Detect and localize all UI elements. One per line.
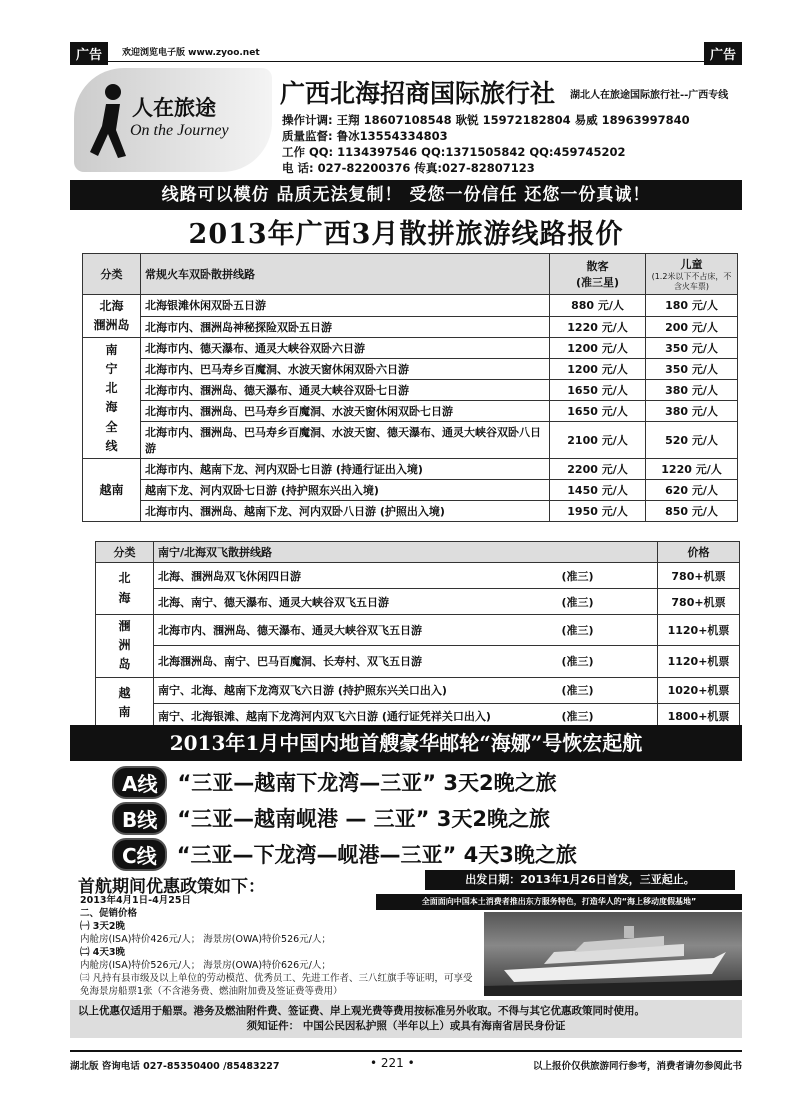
- footer-left: 湖北版 咨询电话 027-85350400 /85483227: [70, 1061, 280, 1072]
- child-price: 350 元/人: [646, 359, 738, 380]
- adult-price: 1220 元/人: [550, 316, 646, 338]
- slogan-banner: 线路可以模仿 品质无法复制！ 受您一份信任 还您一份真诚！: [70, 180, 742, 210]
- region-cell: 涠 洲 岛: [96, 615, 154, 678]
- line-badge: B线: [112, 802, 167, 835]
- col-child-label: 儿童: [680, 258, 703, 271]
- grade-cell: (准三): [558, 677, 658, 703]
- line-text: “三亚—下龙湾—岘港—三亚” 4天3晚之旅: [176, 843, 577, 867]
- promo-title: 首航期间优惠政策如下：: [78, 877, 265, 897]
- table-row: [96, 563, 740, 589]
- route-cell: 北海、涠洲岛双飞休闲四日游: [154, 563, 558, 589]
- air-table: [95, 541, 740, 730]
- company-subtitle: 湖北人在旅途国际旅行社--广西专线: [570, 90, 729, 101]
- ship-photo: [484, 912, 742, 996]
- cruise-banner: 2013年1月中国内地首艘豪华邮轮“海娜”号恢宏起航: [70, 725, 742, 761]
- ad-tag-left: 广告: [70, 42, 108, 65]
- cruise-line-a: [112, 764, 742, 800]
- route-cell: 北海涠洲岛、南宁、巴马百魔洞、长寿村、双飞五日游: [154, 646, 558, 677]
- detail-line: 内舱房(ISA)特价526元/人； 海景房(OWA)特价626元/人；: [80, 960, 331, 971]
- route-cell: 南宁、北海银滩、越南下龙湾河内双飞六日游 (通行证凭祥关口出入): [154, 703, 558, 729]
- contacts: [282, 112, 690, 176]
- detail-line: ㈡ 4天3晚: [80, 947, 126, 958]
- table-row: [83, 459, 738, 480]
- table-row: [83, 338, 738, 359]
- grade-cell: (准三): [558, 646, 658, 677]
- child-price: 1220 元/人: [646, 459, 738, 480]
- route-cell: 北海市内、涠洲岛、德天瀑布、通灵大峡谷双飞五日游: [154, 615, 558, 646]
- grade-cell: (准三): [558, 615, 658, 646]
- child-price: 380 元/人: [646, 401, 738, 422]
- contact-line: 工作 QQ: 1134397546 QQ:1371505842 QQ:459745202: [282, 145, 626, 159]
- table-row: [96, 677, 740, 703]
- route-cell: 北海市内、涠洲岛、巴马寿乡百魔洞、水波天窗休闲双卧七日游: [141, 401, 550, 422]
- adult-price: 2100 元/人: [550, 422, 646, 459]
- route-cell: 越南下龙、河内双卧七日游 (持护照东兴出入境): [141, 480, 550, 501]
- route-cell: 北海市内、巴马寿乡百魔洞、水波天窗休闲双卧六日游: [141, 359, 550, 380]
- footer: [70, 1050, 742, 1072]
- page-number: • 221 •: [370, 1056, 415, 1070]
- child-price: 350 元/人: [646, 338, 738, 359]
- col-category: 分类: [83, 254, 141, 295]
- table-row: [83, 422, 738, 459]
- region-cell: 南 宁 北 海 全 线: [83, 338, 141, 459]
- promo-details: [80, 894, 480, 998]
- route-cell: 北海、南宁、德天瀑布、通灵大峡谷双飞五日游: [154, 589, 558, 615]
- grade-cell: (准三): [558, 703, 658, 729]
- header: [70, 64, 742, 180]
- route-cell: 北海市内、涠洲岛、德天瀑布、通灵大峡谷双卧七日游: [141, 380, 550, 401]
- notice-box: [70, 1000, 742, 1038]
- line-text: “三亚—越南下龙湾—三亚” 3天2晚之旅: [177, 771, 557, 795]
- child-price: 850 元/人: [646, 501, 738, 522]
- company-name: 广西北海招商国际旅行社: [280, 79, 556, 108]
- logo: [74, 68, 272, 172]
- ad-tag-right: 广告: [704, 42, 742, 65]
- detail-line: 2013年4月1日-4月25日: [80, 895, 191, 906]
- table-row: [96, 589, 740, 615]
- region-cell: 越 南: [96, 677, 154, 729]
- page-title: 2013年广西3月散拼旅游线路报价: [188, 219, 624, 250]
- table-row: [83, 380, 738, 401]
- adult-price: 2200 元/人: [550, 459, 646, 480]
- child-price: 380 元/人: [646, 380, 738, 401]
- adult-price: 1200 元/人: [550, 359, 646, 380]
- adult-price: 1450 元/人: [550, 480, 646, 501]
- line-badge: C线: [112, 838, 167, 871]
- logo-cn: 人在旅途: [132, 96, 216, 120]
- col-route: 常规火车双卧散拼线路: [141, 254, 550, 295]
- child-price: 620 元/人: [646, 480, 738, 501]
- logo-en: On the Journey: [130, 122, 229, 139]
- ship-icon: [484, 912, 742, 996]
- col-adult: 散客 (准三星): [550, 254, 646, 295]
- detail-line: ㈠ 3天2晚: [80, 921, 126, 932]
- col-child: [646, 254, 738, 295]
- line-text: “三亚—越南岘港 — 三亚” 3天2晚之旅: [177, 807, 551, 831]
- col-route: 南宁/北海双飞散拼线路: [154, 542, 658, 563]
- route-cell: 北海市内、涠洲岛、巴马寿乡百魔洞、水波天窗、德天瀑布、通灵大峡谷双卧八日游: [141, 422, 550, 459]
- depart-date: 出发日期：2013年1月26日首发，三亚起止。: [425, 870, 735, 890]
- price-cell: 1120+机票: [658, 646, 740, 677]
- grade-cell: (准三): [558, 563, 658, 589]
- table-row: [96, 615, 740, 646]
- contact-line: 电 话: 027-82200376 传真:027-82807123: [282, 161, 535, 175]
- route-cell: 北海市内、越南下龙、河内双卧七日游 (持通行证出入境): [141, 459, 550, 480]
- col-child-note: (1.2米以下不占床，不含火车票): [651, 272, 732, 291]
- cruise-lines: [112, 764, 742, 872]
- notice-line: 须知证件： 中国公民因私护照（半年以上）或具有海南省居民身份证: [246, 1020, 566, 1032]
- train-table: [82, 253, 738, 522]
- price-cell: 1120+机票: [658, 615, 740, 646]
- cruise-line-c: [112, 836, 742, 872]
- child-price: 520 元/人: [646, 422, 738, 459]
- table-row: [83, 295, 738, 317]
- notice-line: 以上优惠仅适用于船票。港务及燃油附件费、签证费、岸上观光费等费用按标准另外收取。不得与其它优惠政策同时使用。: [78, 1005, 645, 1017]
- route-cell: 南宁、北海、越南下龙湾双飞六日游 (持护照东兴关口出入): [154, 677, 558, 703]
- table-row: [83, 401, 738, 422]
- detail-line: ㈢ 凡持有县市级及以上单位的劳动模范、优秀员工、先进工作者、三八红旗手等证明，可享受免海景房船票1张（不含港务费、燃油附加费及签证费等费用）: [80, 973, 473, 997]
- price-cell: 1020+机票: [658, 677, 740, 703]
- table-row: [83, 501, 738, 522]
- child-price: 180 元/人: [646, 295, 738, 317]
- col-price: 价格: [658, 542, 740, 563]
- price-cell: 780+机票: [658, 589, 740, 615]
- col-category: 分类: [96, 542, 154, 563]
- table-row: [96, 646, 740, 677]
- footer-right: 以上报价仅供旅游同行参考，消费者请勿参阅此书: [532, 1061, 742, 1072]
- adult-price: 1650 元/人: [550, 401, 646, 422]
- table-row: [83, 316, 738, 338]
- runner-icon: [86, 82, 132, 162]
- top-strip: [70, 40, 742, 62]
- table-row: [83, 359, 738, 380]
- cruise-line-b: [112, 800, 742, 836]
- region-cell: 北海 涠洲岛: [83, 295, 141, 338]
- route-cell: 北海银滩休闲双卧五日游: [141, 295, 550, 317]
- route-cell: 北海市内、涠洲岛神秘探险双卧五日游: [141, 316, 550, 338]
- welcome-text: 欢迎浏览电子版 www.zyoo.net: [122, 48, 260, 58]
- route-cell: 北海市内、涠洲岛、越南下龙、河内双卧八日游 (护照出入境): [141, 501, 550, 522]
- cruise-slogan: 全面面向中国本土消费者推出东方服务特色，打造华人的“海上移动度假基地”: [376, 894, 742, 910]
- region-cell: 越南: [83, 459, 141, 522]
- line-badge: A线: [112, 766, 167, 799]
- contact-line: 质量监督: 鲁冰13554334803: [282, 129, 448, 143]
- price-cell: 1800+机票: [658, 703, 740, 729]
- adult-price: 1950 元/人: [550, 501, 646, 522]
- grade-cell: (准三): [558, 589, 658, 615]
- adult-price: 1200 元/人: [550, 338, 646, 359]
- table-row: [83, 480, 738, 501]
- child-price: 200 元/人: [646, 316, 738, 338]
- contact-line: 操作计调: 王翔 18607108548 耿锐 15972182804 易威 18963997840: [282, 113, 690, 127]
- region-cell: 北 海: [96, 563, 154, 615]
- route-cell: 北海市内、德天瀑布、通灵大峡谷双卧六日游: [141, 338, 550, 359]
- adult-price: 1650 元/人: [550, 380, 646, 401]
- detail-line: 内舱房(ISA)特价426元/人； 海景房(OWA)特价526元/人；: [80, 934, 331, 945]
- adult-price: 880 元/人: [550, 295, 646, 317]
- price-cell: 780+机票: [658, 563, 740, 589]
- detail-line: 二、促销价格: [80, 908, 138, 919]
